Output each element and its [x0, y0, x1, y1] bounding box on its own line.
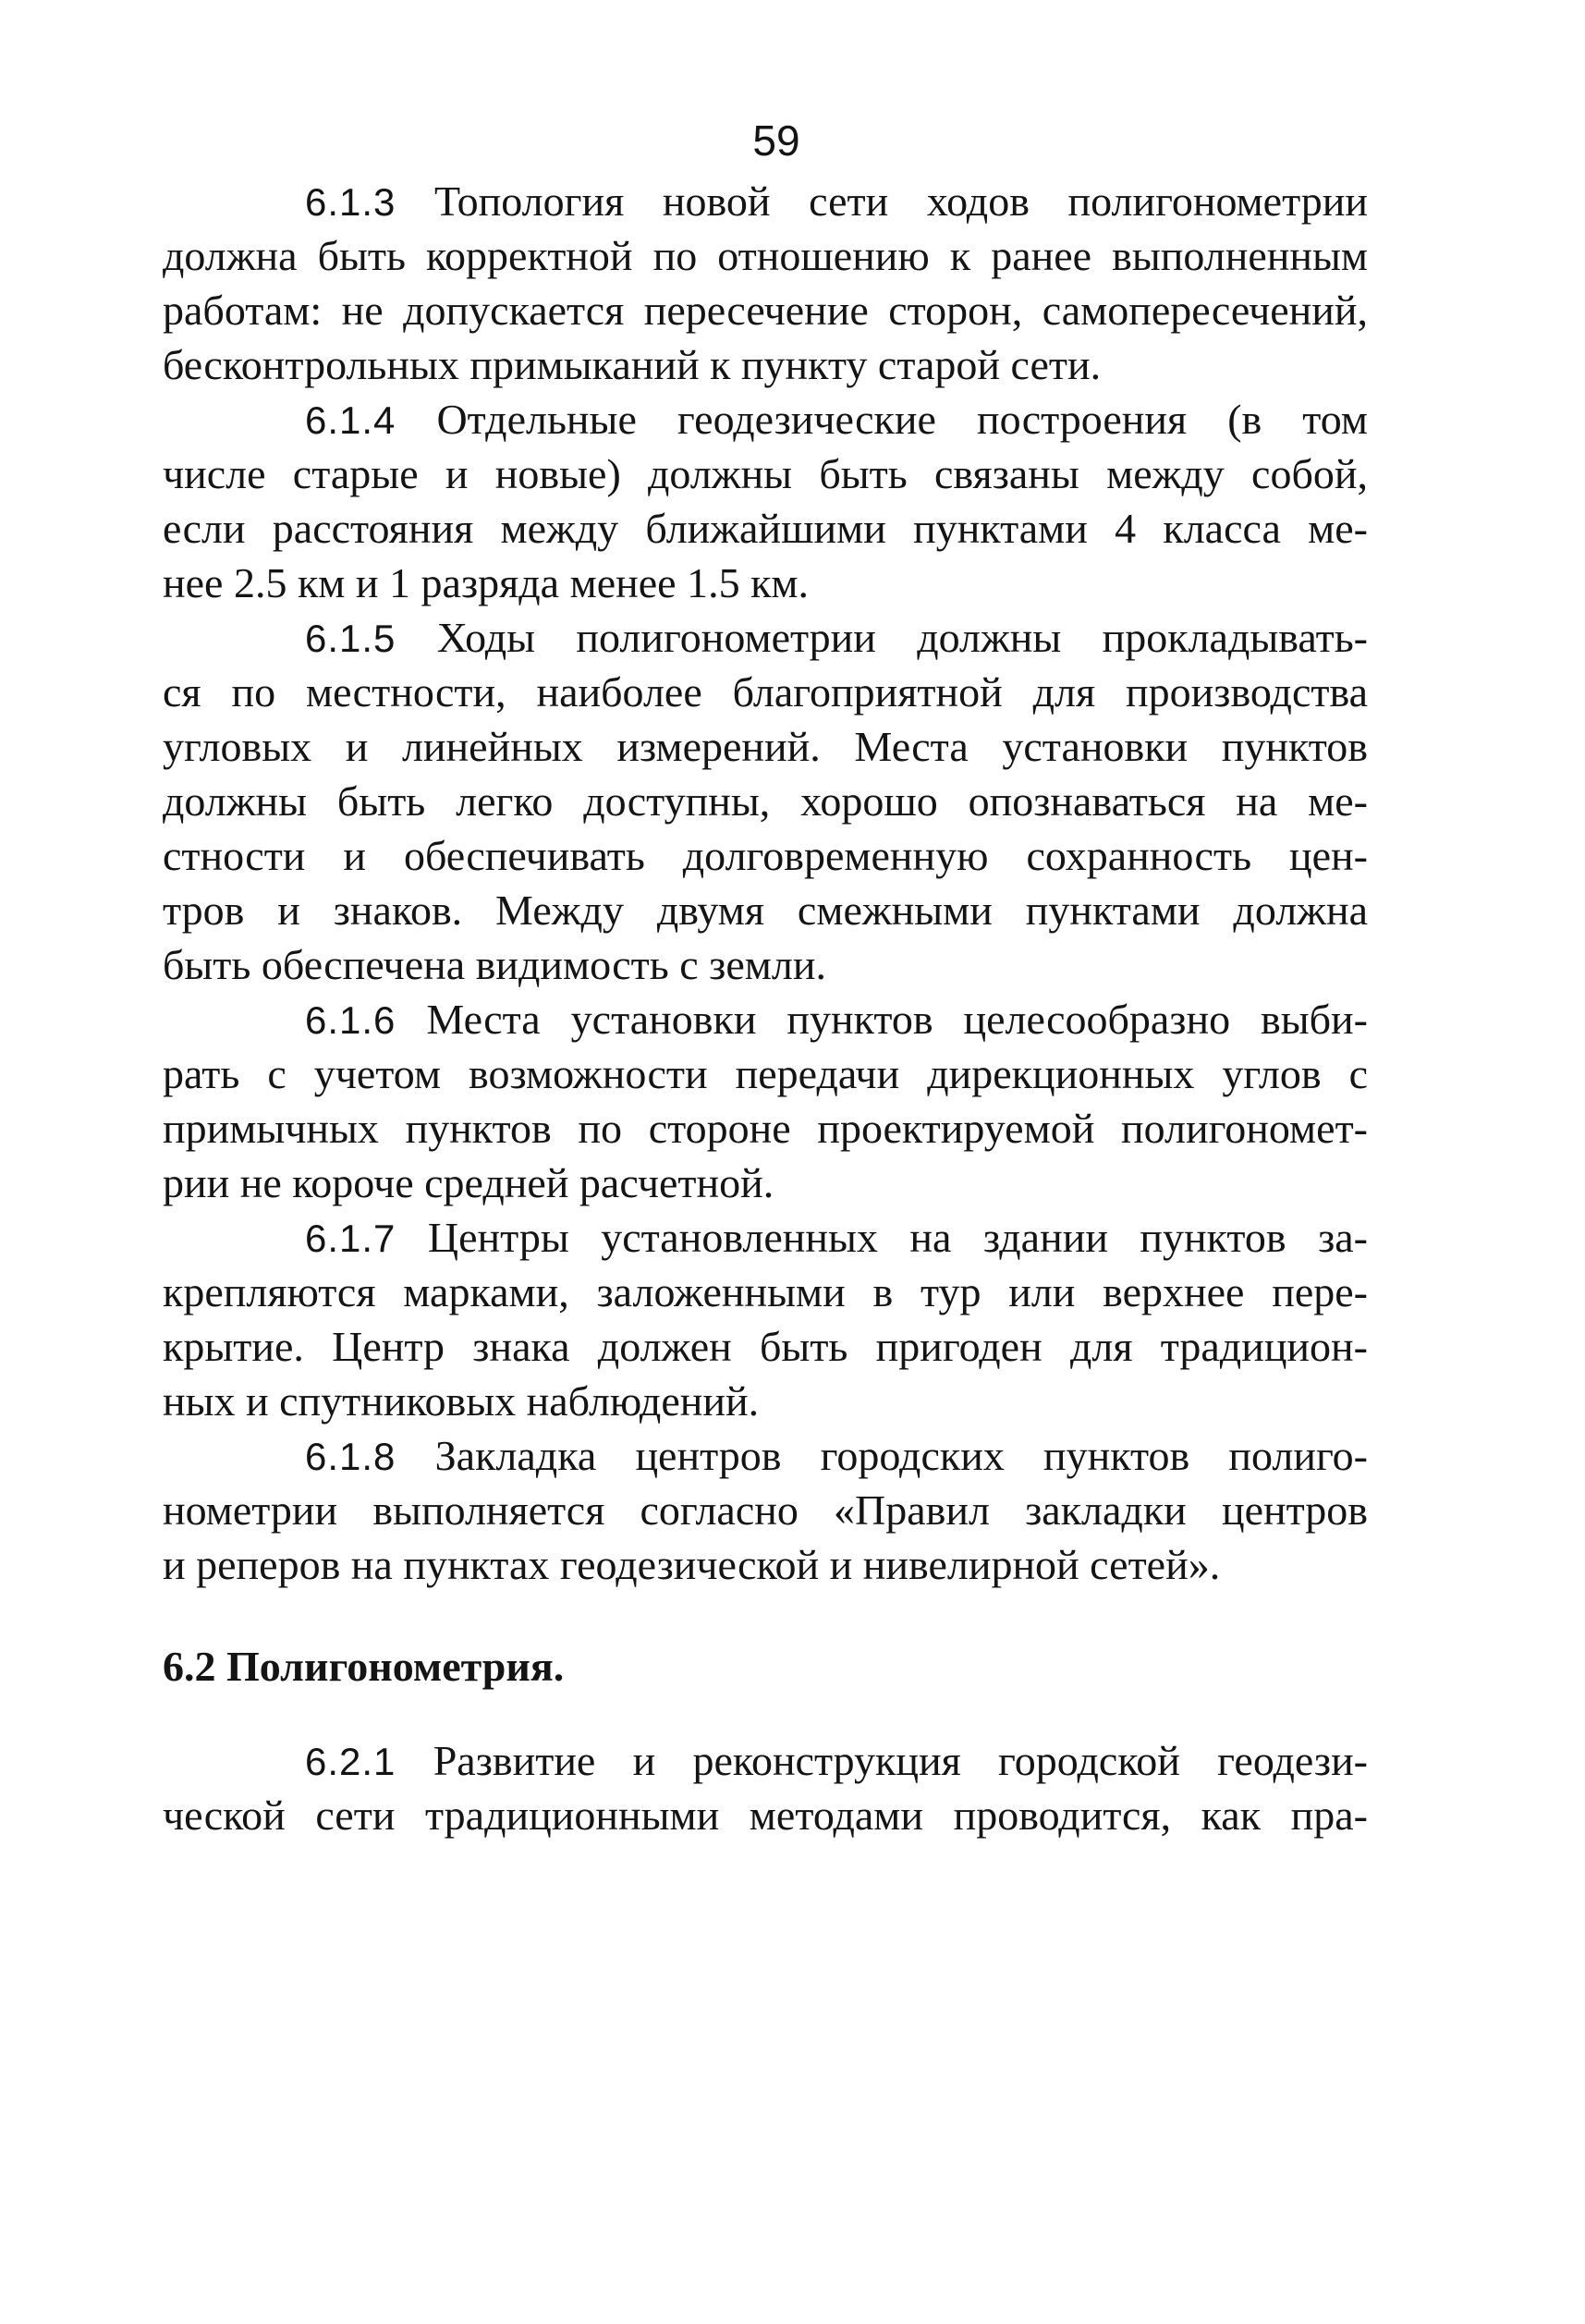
paragraph-number: 6.1.7	[305, 1217, 396, 1260]
paragraph-6-1-6	[163, 992, 1368, 1210]
paragraph-6-2-1	[163, 1733, 1368, 1842]
paragraph-text: Центры установленных на здании пунктов за-	[427, 1214, 1368, 1261]
paragraph-line: рии не короче средней расчетной.	[163, 1159, 774, 1206]
paragraph-line: крепляются марками, заложенными в тур или верхнее пере-	[163, 1268, 1368, 1315]
paragraph-number: 6.2.1	[305, 1740, 396, 1783]
paragraph-text: Места установки пунктов целесообразно выби-	[426, 996, 1368, 1043]
paragraph-text: Топология новой сети ходов полигонометрии	[434, 177, 1368, 225]
paragraph-6-1-5	[163, 610, 1368, 992]
paragraph-text: Отдельные геодезические построения (в том	[436, 396, 1368, 443]
paragraph-line: стности и обеспечивать долговременную сохранность цен-	[163, 832, 1368, 879]
paragraph-line	[163, 174, 1368, 228]
paragraph-number: 6.1.5	[305, 617, 396, 660]
paragraph-line: тров и знаков. Между двумя смежными пунктами должна	[163, 887, 1368, 934]
section-heading: 6.2 Полигонометрия.	[163, 1643, 565, 1690]
paragraph-line: работам: не допускается пересечение сторон, самопересечений,	[163, 287, 1368, 334]
paragraph-line: быть обеспечена видимость с земли.	[163, 941, 826, 988]
paragraph-6-1-4	[163, 392, 1368, 610]
paragraph-number: 6.1.6	[305, 998, 396, 1042]
paragraph-line: ных и спутниковых наблюдений.	[163, 1377, 760, 1425]
paragraph-line: рать с учетом возможности передачи дирекционных углов с	[163, 1050, 1368, 1097]
paragraph-line	[163, 1428, 1368, 1483]
page-number: 59	[752, 116, 800, 165]
paragraph-line: нее 2.5 км и 1 разряда менее 1.5 км.	[163, 559, 810, 606]
paragraph-line: примычных пунктов по стороне проектируемой полигономет-	[163, 1105, 1368, 1152]
paragraph-line	[163, 392, 1368, 446]
paragraph-6-1-8	[163, 1428, 1368, 1592]
paragraph-line	[163, 1210, 1368, 1265]
paragraph-line: если расстояния между ближайшими пунктами 4 класса ме-	[163, 505, 1368, 552]
paragraph-line	[163, 992, 1368, 1046]
paragraph-number: 6.1.3	[305, 180, 396, 224]
paragraph-line: должны быть легко доступны, хорошо опознаваться на ме-	[163, 777, 1368, 825]
paragraph-line: числе старые и новые) должны быть связаны между собой,	[163, 450, 1368, 497]
paragraph-line: нометрии выполняется согласно «Правил закладки центров	[163, 1486, 1368, 1534]
paragraph-line	[163, 610, 1368, 665]
paragraph-6-1-3	[163, 174, 1368, 392]
paragraph-line	[163, 1733, 1368, 1788]
paragraph-line: должна быть корректной по отношению к ранее выполненным	[163, 232, 1368, 279]
paragraph-line: угловых и линейных измерений. Места установки пунктов	[163, 723, 1368, 770]
paragraph-line: ся по местности, наиболее благоприятной для производства	[163, 668, 1368, 716]
paragraph-text: Закладка центров городских пунктов полиго-	[434, 1432, 1368, 1479]
section-6-1-body	[163, 174, 1368, 1592]
paragraph-number: 6.1.4	[305, 398, 396, 442]
paragraph-line: и реперов на пунктах геодезической и нивелирной сетей».	[163, 1541, 1221, 1588]
paragraph-line: крытие. Центр знака должен быть пригоден для традицион-	[163, 1323, 1368, 1370]
paragraph-number: 6.1.8	[305, 1435, 396, 1478]
paragraph-6-1-7	[163, 1210, 1368, 1428]
section-6-2-body	[163, 1733, 1368, 1842]
paragraph-line: ческой сети традиционными методами проводится, как пра-	[163, 1792, 1368, 1839]
paragraph-text: Ходы полигонометрии должны прокладывать-	[436, 614, 1368, 661]
paragraph-text: Развитие и реконструкция городской геодези-	[433, 1737, 1369, 1784]
paragraph-line: бесконтрольных примыканий к пункту старой сети.	[163, 341, 1102, 388]
